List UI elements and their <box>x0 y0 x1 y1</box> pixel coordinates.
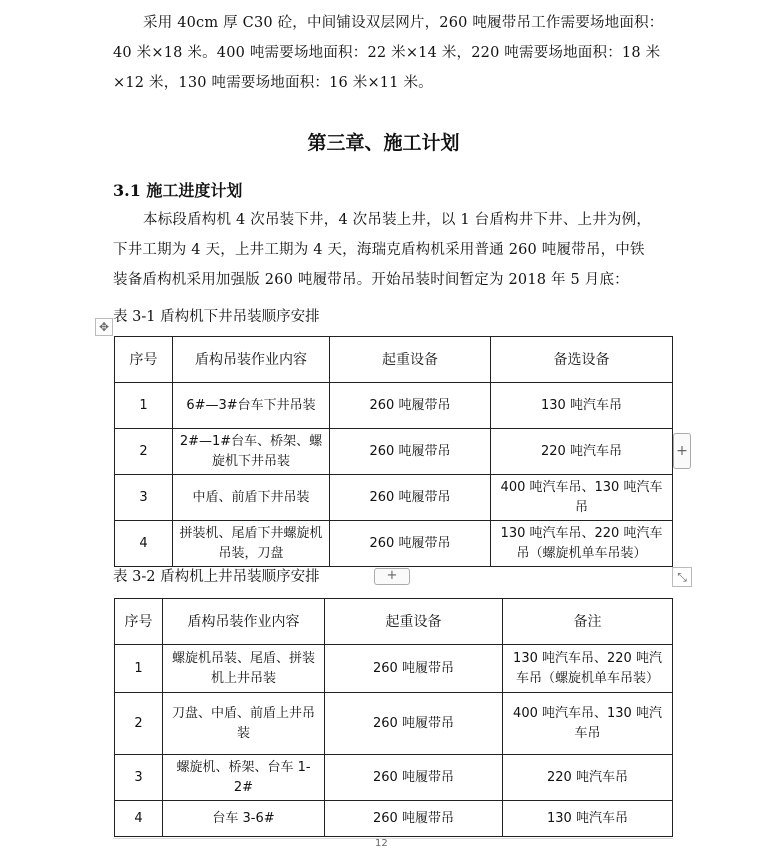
table-row <box>115 521 673 567</box>
cell: 260 吨履带吊 <box>325 693 503 755</box>
cell: 260 吨履带吊 <box>330 475 491 521</box>
cell: 拼装机、尾盾下井螺旋机吊装，刀盘 <box>173 521 330 567</box>
table-header-row <box>115 337 673 383</box>
header-cell: 起重设备 <box>325 599 503 645</box>
cell: 400 吨汽车吊、130 吨汽车吊 <box>503 693 673 755</box>
cell: 4 <box>115 521 173 567</box>
cell: 130 吨汽车吊 <box>503 801 673 837</box>
cell: 260 吨履带吊 <box>325 755 503 801</box>
table-move-icon[interactable]: ✥ <box>95 318 113 336</box>
header-cell: 盾构吊装作业内容 <box>173 337 330 383</box>
intro-paragraph <box>113 8 673 38</box>
body-line: 装备盾构机采用加强版 260 吨履带吊。开始吊装时间暂定为 2018 年 5 月底： <box>113 272 629 288</box>
cell: 3 <box>115 475 173 521</box>
cell: 2 <box>115 693 163 755</box>
cell: 刀盘、中盾、前盾上井吊装 <box>163 693 325 755</box>
cell: 130 吨汽车吊、220 吨汽车吊（螺旋机单车吊装） <box>491 521 673 567</box>
header-cell: 序号 <box>115 337 173 383</box>
table1-caption: 表 3-1 盾构机下井吊装顺序安排 <box>113 309 320 325</box>
table-row <box>115 801 673 837</box>
table-header-row <box>115 599 673 645</box>
header-cell: 序号 <box>115 599 163 645</box>
table2-caption: 表 3-2 盾构机上井吊装顺序安排 <box>113 569 320 585</box>
page-divider <box>113 838 673 839</box>
add-row-plus-icon[interactable]: + <box>374 568 410 585</box>
body-line: 本标段盾构机 4 次吊装下井，4 次吊装上井，以 1 台盾构井下井、上井为例， <box>143 212 652 228</box>
cell: 1 <box>115 645 163 693</box>
cell: 中盾、前盾下井吊装 <box>173 475 330 521</box>
cell: 6#—3#台车下井吊装 <box>173 383 330 429</box>
cell: 1 <box>115 383 173 429</box>
add-column-plus-icon[interactable]: + <box>673 433 691 469</box>
intro-line: ×12 米，130 吨需要场地面积：16 米×11 米。 <box>113 75 433 91</box>
cell: 130 吨汽车吊 <box>491 383 673 429</box>
cell: 400 吨汽车吊、130 吨汽车吊 <box>491 475 673 521</box>
cell: 260 吨履带吊 <box>330 521 491 567</box>
cell: 2 <box>115 429 173 475</box>
header-cell: 起重设备 <box>330 337 491 383</box>
cell: 220 吨汽车吊 <box>491 429 673 475</box>
cell: 螺旋机、桥架、台车 1-2# <box>163 755 325 801</box>
header-cell: 备注 <box>503 599 673 645</box>
cell: 260 吨履带吊 <box>325 645 503 693</box>
section-title: 3.1 施工进度计划 <box>113 181 243 200</box>
table2 <box>114 598 673 837</box>
cell: 4 <box>115 801 163 837</box>
cell: 台车 3-6# <box>163 801 325 837</box>
cell: 260 吨履带吊 <box>325 801 503 837</box>
table-row <box>115 755 673 801</box>
header-cell: 盾构吊装作业内容 <box>163 599 325 645</box>
body-line: 下井工期为 4 天，上井工期为 4 天，海瑞克盾构机采用普通 260 吨履带吊，中铁 <box>113 242 645 258</box>
table-row <box>115 693 673 755</box>
table-row <box>115 429 673 475</box>
body-paragraph <box>113 205 673 235</box>
cell: 220 吨汽车吊 <box>503 755 673 801</box>
intro-line: 采用 40cm 厚 C30 砼，中间铺设双层网片，260 吨履带吊工作需要场地面积： <box>143 15 664 31</box>
intro-paragraph-cont <box>113 38 673 98</box>
cell: 螺旋机吊装、尾盾、拼装机上井吊装 <box>163 645 325 693</box>
table1 <box>114 336 673 567</box>
table-row <box>115 383 673 429</box>
cell: 260 吨履带吊 <box>330 383 491 429</box>
cell: 260 吨履带吊 <box>330 429 491 475</box>
cell: 3 <box>115 755 163 801</box>
cell: 130 吨汽车吊、220 吨汽车吊（螺旋机单车吊装） <box>503 645 673 693</box>
table-row <box>115 645 673 693</box>
body-paragraph-cont <box>113 235 673 295</box>
page-number: 12 <box>375 838 388 849</box>
cell: 2#—1#台车、桥架、螺旋机下井吊装 <box>173 429 330 475</box>
table-resize-icon[interactable]: ⤡ <box>672 567 692 587</box>
table-row <box>115 475 673 521</box>
header-cell: 备选设备 <box>491 337 673 383</box>
chapter-title: 第三章、施工计划 <box>307 132 460 154</box>
intro-line: 40 米×18 米。400 吨需要场地面积：22 米×14 米，220 吨需要场地面积：18 米 <box>113 45 661 61</box>
